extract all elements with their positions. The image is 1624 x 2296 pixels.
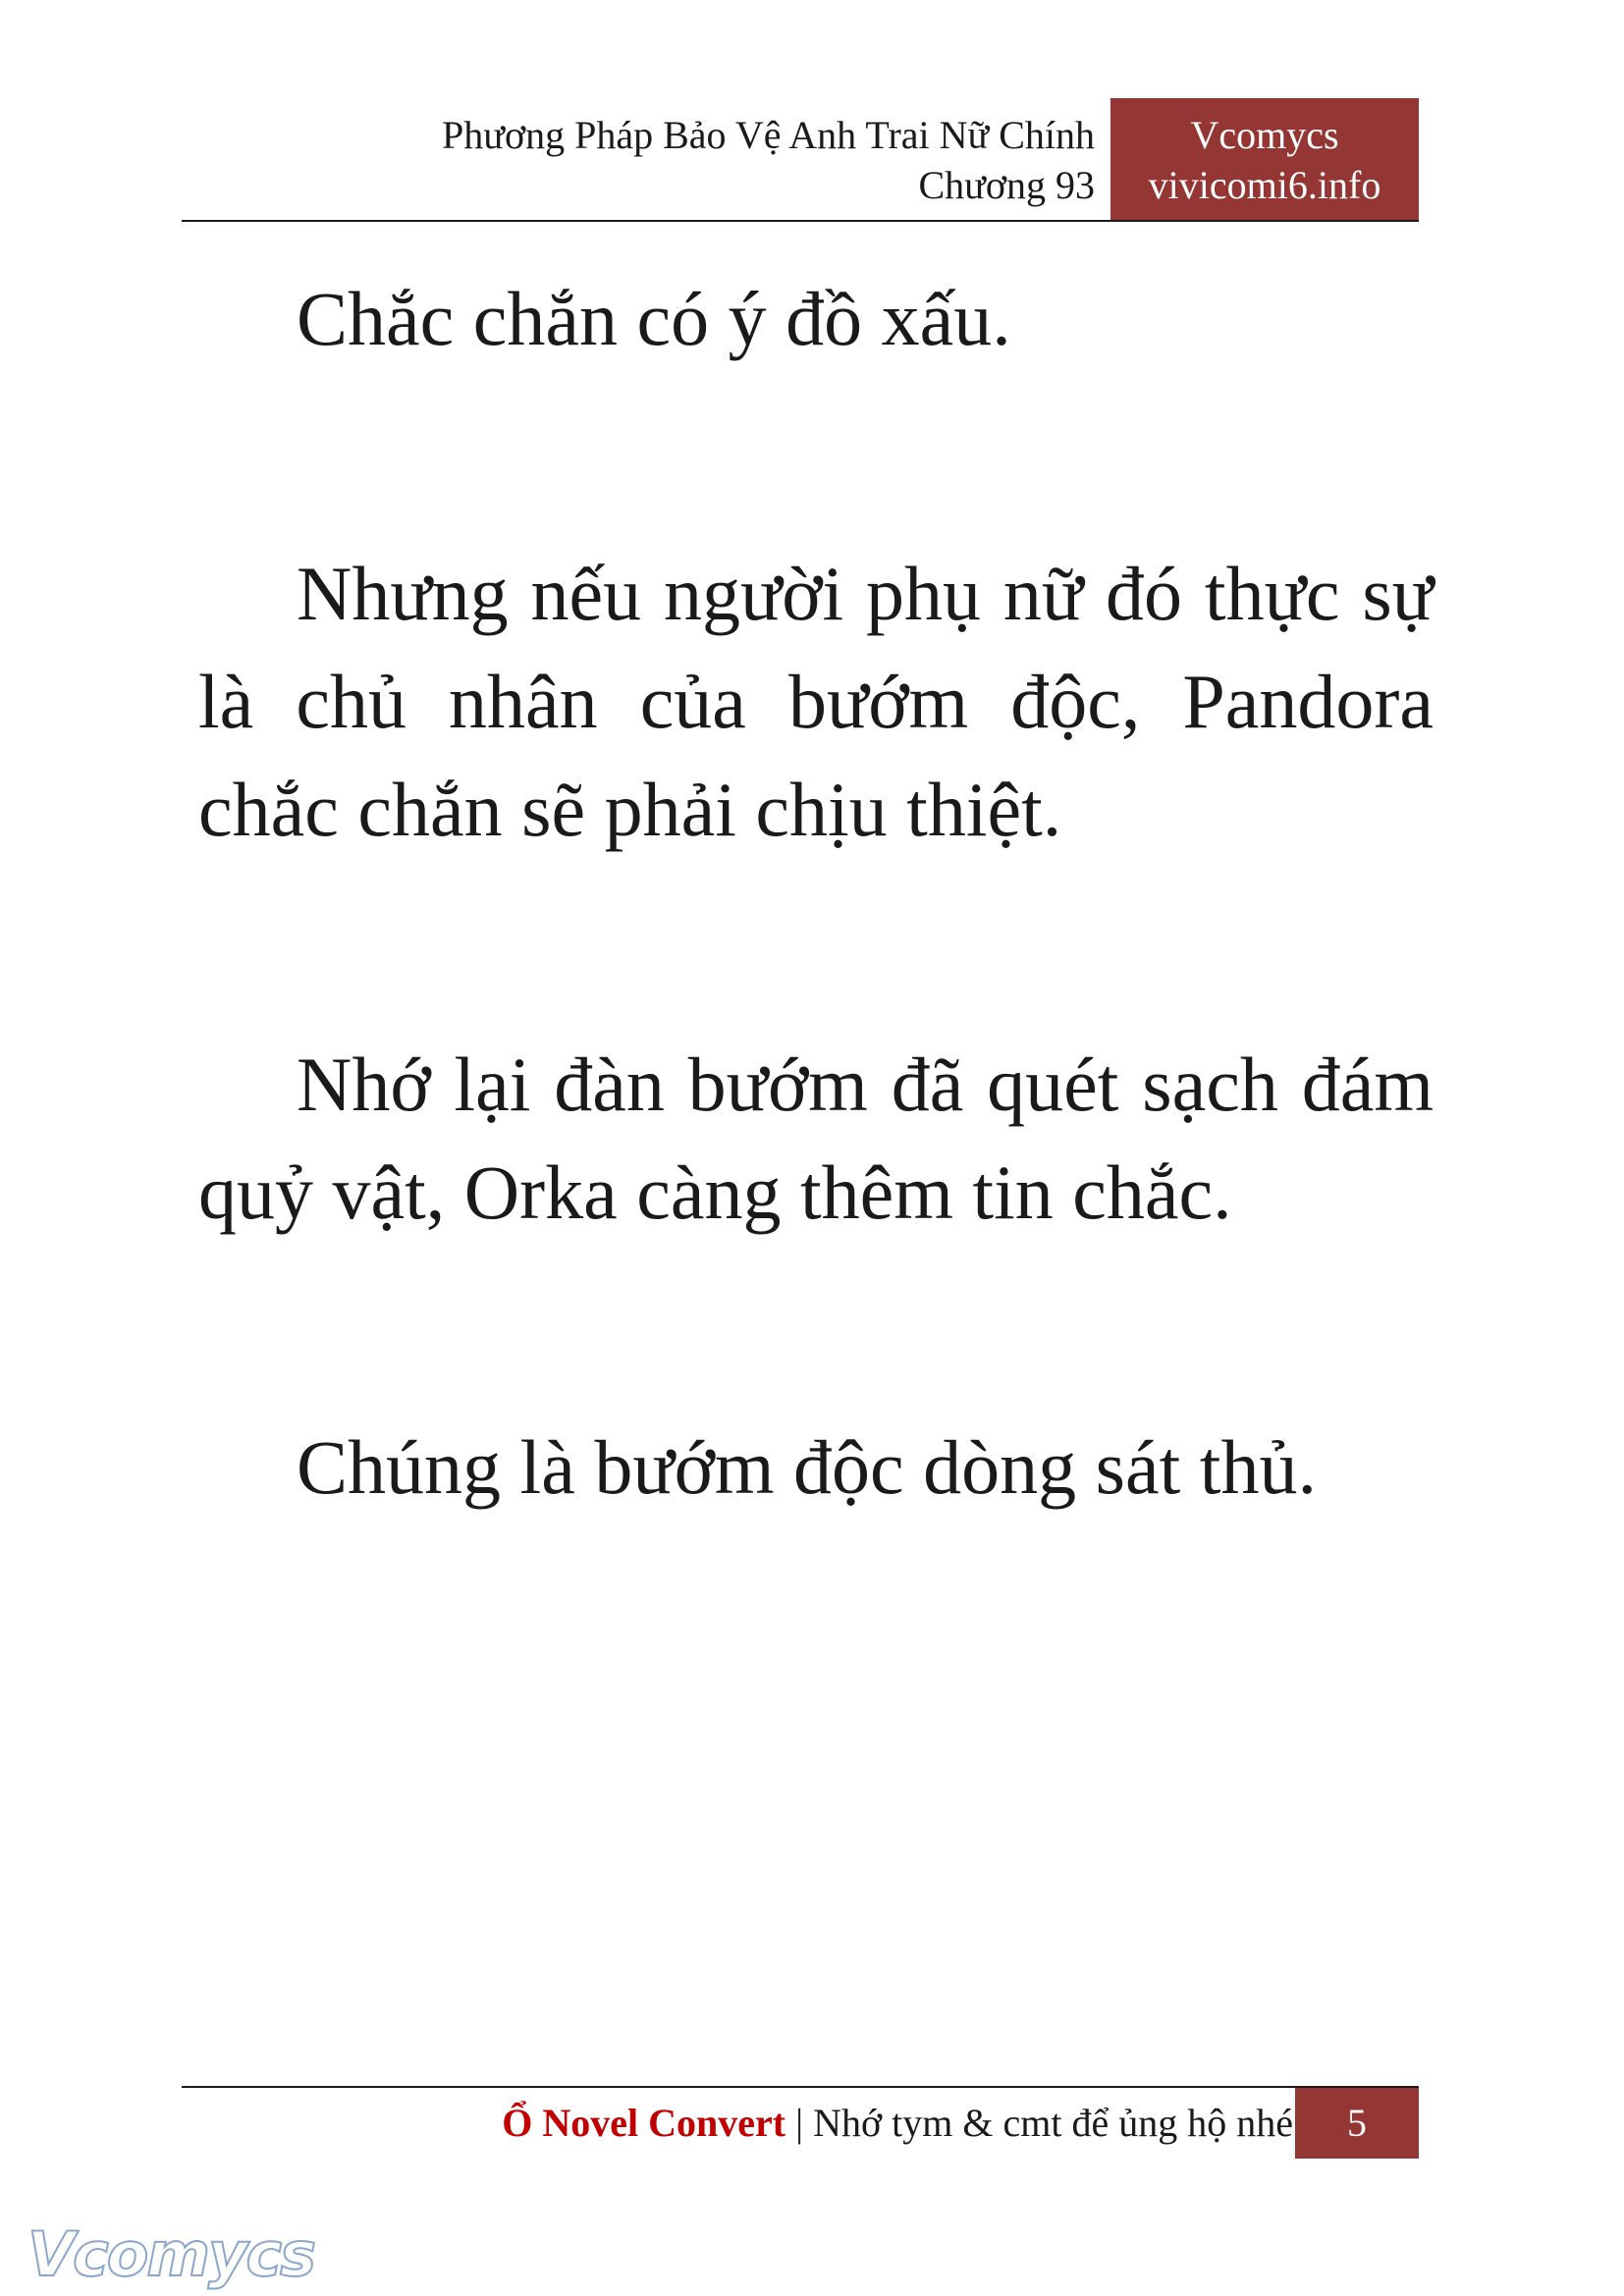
footer-separator: | [785,2101,814,2145]
book-title: Phương Pháp Bảo Vệ Anh Trai Nữ Chính [442,113,1095,157]
paragraph-2: Nhưng nếu người phụ nữ đó thực sự là chủ nhân của bướm độc, Pandora chắc chắn sẽ phải chịu thiệt. [198,551,1434,852]
header-badge [1110,98,1419,220]
watermark-logo: Vcomycs [27,2218,315,2290]
badge-site-name: Vcomycs [1190,113,1339,157]
header-title-block [442,110,1095,210]
paragraph-1: Chắc chắn có ý đồ xấu. [297,276,1011,361]
footer-message: Nhớ tym & cmt để ủng hộ nhé [813,2101,1293,2145]
paragraph-3: Nhớ lại đàn bướm đã quét sạch đám quỷ vật, Orka càng thêm tin chắc. [198,1041,1434,1235]
paragraph-4: Chúng là bướm độc dòng sát thủ. [297,1424,1317,1510]
chapter-content [198,265,1434,1688]
footer-brand: Ổ Novel Convert [502,2101,786,2145]
chapter-label: Chương 93 [918,163,1095,207]
page-number: 5 [1295,2088,1419,2159]
footer-text [502,2098,1293,2149]
page-footer [182,2086,1419,2159]
badge-site-url: vivicomi6.info [1148,163,1381,207]
page-header [182,98,1419,222]
